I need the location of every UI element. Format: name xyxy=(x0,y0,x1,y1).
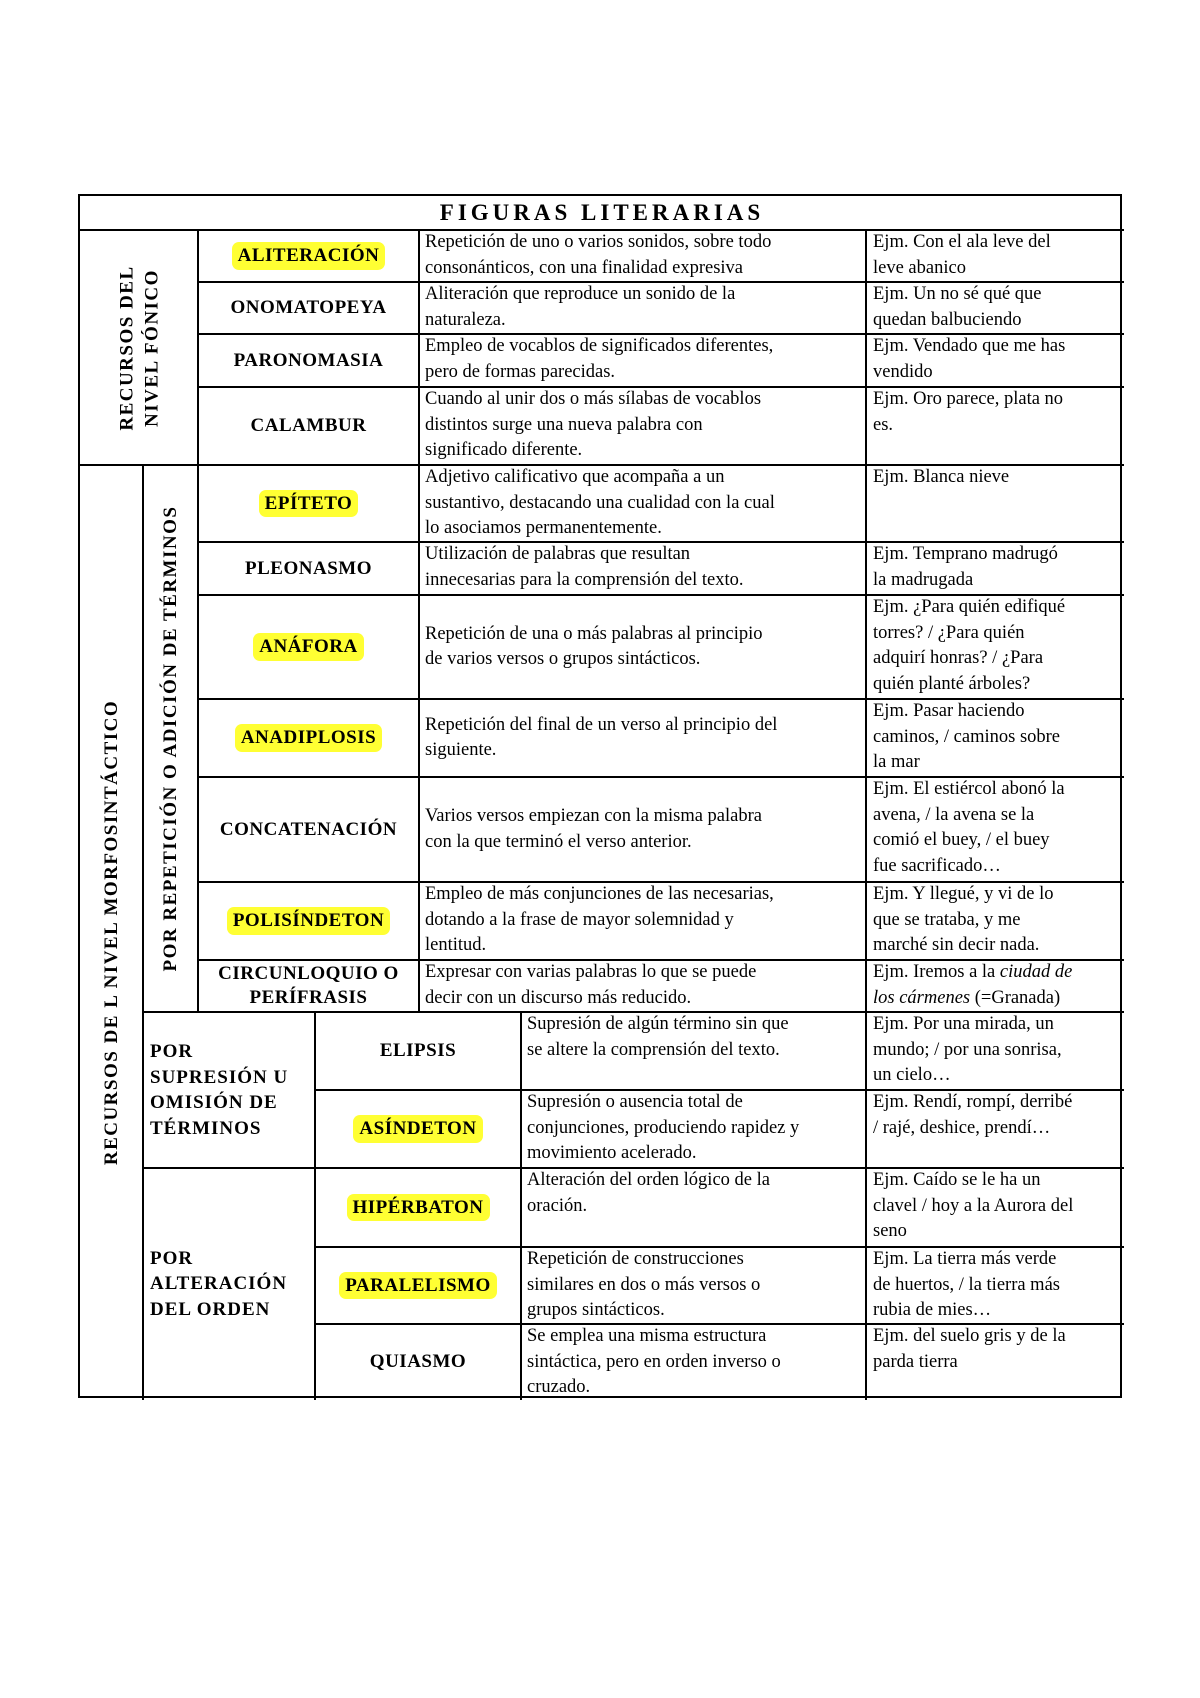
section-alteracion-text xyxy=(150,1246,287,1323)
example-line: clavel / hoy a la Aurora del xyxy=(873,1195,1074,1216)
figure-example xyxy=(866,465,1124,542)
example-line: Ejm. Caído se le ha un xyxy=(873,1170,1041,1190)
section-alteracion-line: ALTERACIÓN xyxy=(150,1273,288,1295)
figure-definition xyxy=(419,334,866,387)
figure-term xyxy=(198,282,419,334)
figure-example xyxy=(866,542,1124,595)
figure-term xyxy=(198,465,419,542)
example-italic-text: ciudad de xyxy=(999,962,1073,982)
figure-term-label: ALITERACIÓN xyxy=(232,242,386,270)
definition-line: Varios versos empiezan con la misma palabra xyxy=(425,806,762,826)
definition-line: naturaleza. xyxy=(425,309,506,330)
example-line: comió el buey, / el buey xyxy=(873,830,1050,850)
example-line: seno xyxy=(873,1221,907,1241)
figure-example xyxy=(866,387,1124,465)
figure-definition xyxy=(419,465,866,542)
definition-line: siguiente. xyxy=(425,740,497,760)
section-alteracion-line: DEL ORDEN xyxy=(150,1298,271,1320)
definition-line: Alteración del orden lógico de la xyxy=(527,1170,770,1190)
figure-term-label: CIRCUNLOQUIO O PERÍFRASIS xyxy=(218,963,399,1008)
example-line: Ejm. Rendí, rompí, derribé xyxy=(873,1092,1073,1112)
example-italic-text: los cármenes xyxy=(873,987,971,1008)
example-line: / rajé, deshice, prendí… xyxy=(873,1117,1051,1138)
figure-definition xyxy=(521,1247,866,1324)
column-divider xyxy=(520,1012,522,1400)
example-line: Ejm. El estiércol abonó la xyxy=(873,779,1065,799)
example-line: Ejm. Pasar haciendo xyxy=(873,701,1025,721)
figure-definition-text xyxy=(425,230,860,281)
figure-definition-text xyxy=(425,622,763,673)
figure-definition-text xyxy=(425,334,860,385)
definition-line: dotando a la frase de mayor solemnidad y xyxy=(425,909,734,930)
definition-line: Se emplea una misma estructura xyxy=(527,1326,767,1346)
figure-term-label: ONOMATOPEYA xyxy=(230,297,387,319)
definition-line: sustantivo, destacando una cualidad con la cual xyxy=(425,492,775,513)
figure-example xyxy=(866,1168,1124,1247)
definition-line: de varios versos o grupos sintácticos. xyxy=(425,649,701,669)
page-title: FIGURAS LITERARIAS xyxy=(439,200,765,225)
section-label-alteracion xyxy=(143,1168,315,1400)
figure-definition xyxy=(419,387,866,465)
figure-definition-text xyxy=(425,282,860,333)
example-line: caminos, / caminos sobre xyxy=(873,726,1061,747)
figure-example xyxy=(866,334,1124,387)
definition-line: decir con un discurso más reducido. xyxy=(425,987,692,1008)
figure-term xyxy=(198,334,419,387)
figure-example xyxy=(866,960,1124,1012)
example-line: Ejm. Temprano madrugó xyxy=(873,544,1058,564)
figure-definition xyxy=(419,777,866,882)
definition-line: lo asociamos permanentemente. xyxy=(425,518,662,538)
definition-line: Empleo de vocablos de significados diferentes, xyxy=(425,336,774,356)
figure-term-label: POLISÍNDETON xyxy=(227,907,390,935)
figure-term xyxy=(315,1247,521,1324)
section-supresion-line: SUPRESIÓN U xyxy=(150,1066,289,1088)
figure-definition-text xyxy=(425,465,860,542)
definition-line: Supresión o ausencia total de xyxy=(527,1092,743,1112)
figure-definition xyxy=(419,699,866,777)
figure-term-label: QUIASMO xyxy=(369,1351,467,1373)
figure-term-label: ASÍNDETON xyxy=(353,1115,482,1143)
figure-term xyxy=(198,882,419,960)
section-supresion-text xyxy=(150,1039,288,1141)
figure-definition-text xyxy=(425,713,777,764)
definition-line: movimiento acelerado. xyxy=(527,1143,697,1163)
section-label-repeticion: POR REPETICIÓN O ADICIÓN DE TÉRMINOS xyxy=(160,505,181,972)
definition-line: Utilización de palabras que resultan xyxy=(425,544,691,564)
section-label-nivel-fonico xyxy=(80,230,198,465)
figure-example xyxy=(866,1012,1124,1090)
figure-term xyxy=(315,1012,521,1090)
example-line: Ejm. Con el ala leve del xyxy=(873,232,1051,252)
figure-term xyxy=(198,542,419,595)
definition-line: con la que terminó el verso anterior. xyxy=(425,831,692,852)
example-line: mundo; / por una sonrisa, xyxy=(873,1039,1062,1060)
definition-line: consonánticos, con una finalidad expresiva xyxy=(425,257,743,278)
example-line: Ejm. Oro parece, plata no xyxy=(873,389,1064,409)
example-line: torres? / ¿Para quién xyxy=(873,622,1025,643)
figure-term xyxy=(198,230,419,282)
figure-definition xyxy=(419,960,866,1012)
example-line: la mar xyxy=(873,752,920,772)
figure-definition xyxy=(521,1168,866,1247)
example-text: (=Granada) xyxy=(970,987,1061,1008)
section-fonico-line: NIVEL FÓNICO xyxy=(141,268,162,427)
figure-definition xyxy=(521,1090,866,1168)
figure-term-label: ANADIPLOSIS xyxy=(235,724,382,752)
figure-definition-text xyxy=(527,1168,860,1219)
literary-figures-table xyxy=(78,194,1122,1398)
example-line: parda tierra xyxy=(873,1351,958,1372)
example-line: quién planté árboles? xyxy=(873,673,1031,694)
section-label-supresion xyxy=(143,1012,315,1168)
definition-line: Repetición de uno o varios sonidos, sobre todo xyxy=(425,232,772,252)
definition-line: Repetición de una o más palabras al principio xyxy=(425,623,763,644)
figure-term-label: CONCATENACIÓN xyxy=(219,818,398,840)
figure-definition-text xyxy=(425,804,762,855)
figure-example xyxy=(866,595,1124,699)
figure-term-label: CALAMBUR xyxy=(250,415,367,437)
definition-line: Cuando al unir dos o más sílabas de vocablos xyxy=(425,389,762,409)
definition-line: Repetición de construcciones xyxy=(527,1249,744,1269)
column-divider xyxy=(865,230,867,1400)
definition-line: grupos sintácticos. xyxy=(527,1300,665,1320)
example-line: la madrugada xyxy=(873,569,974,590)
figure-term-label: ANÁFORA xyxy=(253,633,364,661)
section-supresion-line: TÉRMINOS xyxy=(150,1117,262,1139)
definition-line: Supresión de algún término sin que xyxy=(527,1014,789,1034)
figure-definition-text xyxy=(425,542,860,593)
figure-example xyxy=(866,1247,1124,1324)
example-line: Ejm. Por una mirada, un xyxy=(873,1014,1054,1034)
definition-line: se altere la comprensión del texto. xyxy=(527,1039,780,1060)
example-line: rubia de mies… xyxy=(873,1300,992,1320)
definition-line: Empleo de más conjunciones de las necesarias, xyxy=(425,884,774,904)
figure-definition-text xyxy=(527,1324,860,1400)
definition-line: Repetición del final de un verso al principio del xyxy=(425,714,778,735)
example-line: Ejm. ¿Para quién edifiqué xyxy=(873,597,1066,617)
figure-definition xyxy=(521,1324,866,1400)
example-line: Ejm. La tierra más verde xyxy=(873,1249,1057,1269)
example-line: adquirí honras? / ¿Para xyxy=(873,648,1044,668)
definition-line: distintos surge una nueva palabra con xyxy=(425,414,703,435)
figure-definition xyxy=(419,882,866,960)
figure-example xyxy=(866,230,1124,282)
figure-definition xyxy=(419,542,866,595)
figure-term xyxy=(198,699,419,777)
figure-example xyxy=(866,1090,1124,1168)
example-line: que se trataba, y me xyxy=(873,909,1021,930)
example-line: Ejm. Blanca nieve xyxy=(873,467,1010,487)
example-line: quedan balbuciendo xyxy=(873,309,1022,330)
figure-term xyxy=(315,1324,521,1400)
section-supresion-line: OMISIÓN DE xyxy=(150,1092,278,1113)
example-line: es. xyxy=(873,414,894,435)
example-line: marché sin decir nada. xyxy=(873,935,1040,955)
figure-definition xyxy=(521,1012,866,1090)
figure-example xyxy=(866,699,1124,777)
section-label-morfosintactico: RECURSOS DE L NIVEL MORFOSINTÁCTICO xyxy=(101,699,122,1166)
example-line: de huertos, / la tierra más xyxy=(873,1274,1060,1295)
figure-definition-text xyxy=(425,387,860,464)
section-alteracion-line: POR xyxy=(150,1247,194,1269)
figure-term xyxy=(198,777,419,882)
example-text: Ejm. Iremos a la xyxy=(873,962,1000,982)
figure-example xyxy=(866,1324,1124,1400)
figure-term-label: HIPÉRBATON xyxy=(347,1194,490,1222)
definition-line: oración. xyxy=(527,1195,588,1216)
example-line: avena, / la avena se la xyxy=(873,804,1035,825)
figure-term-label: PARALELISMO xyxy=(339,1272,497,1300)
definition-line: Adjetivo calificativo que acompaña a un xyxy=(425,467,725,487)
section-supresion-line: POR xyxy=(150,1041,194,1062)
definition-line: Aliteración que reproduce un sonido de la xyxy=(425,284,736,304)
figure-term-label: ELIPSIS xyxy=(379,1040,457,1062)
example-line: fue sacrificado… xyxy=(873,855,1001,876)
example-line: Ejm. Y llegué, y vi de lo xyxy=(873,884,1054,904)
figure-term xyxy=(198,595,419,699)
definition-line: innecesarias para la comprensión del texto. xyxy=(425,569,744,590)
figure-definition xyxy=(419,595,866,699)
figure-definition xyxy=(419,282,866,334)
figure-example xyxy=(866,282,1124,334)
definition-line: conjunciones, produciendo rapidez y xyxy=(527,1117,800,1138)
column-divider xyxy=(418,230,420,1012)
figure-definition-text xyxy=(527,1012,860,1063)
figure-definition-text xyxy=(425,960,860,1011)
definition-line: lentitud. xyxy=(425,935,487,955)
definition-line: significado diferente. xyxy=(425,440,583,460)
section-fonico-line: RECURSOS DEL xyxy=(116,264,137,431)
definition-line: similares en dos o más versos o xyxy=(527,1274,761,1295)
figure-term xyxy=(198,960,419,1012)
figure-term-label: EPÍTETO xyxy=(259,490,359,518)
figure-definition-text xyxy=(527,1090,860,1167)
figure-definition-text xyxy=(527,1247,860,1324)
definition-line: pero de formas parecidas. xyxy=(425,361,616,382)
example-line: Ejm. del suelo gris y de la xyxy=(873,1326,1066,1346)
example-line xyxy=(873,960,1118,986)
definition-line: cruzado. xyxy=(527,1377,591,1397)
definition-line: sintáctica, pero en orden inverso o xyxy=(527,1351,781,1372)
figure-term-label: PARONOMASIA xyxy=(233,349,384,371)
figure-term xyxy=(315,1168,521,1247)
example-line: un cielo… xyxy=(873,1065,951,1085)
figure-example xyxy=(866,777,1124,882)
example-line: Ejm. Vendado que me has xyxy=(873,336,1066,356)
figure-definition-text xyxy=(425,882,860,959)
figure-term-label: PLEONASMO xyxy=(245,557,372,579)
figure-term xyxy=(315,1090,521,1168)
figure-term xyxy=(198,387,419,465)
definition-line: Expresar con varias palabras lo que se puede xyxy=(425,962,757,982)
figure-definition xyxy=(419,230,866,282)
example-line: leve abanico xyxy=(873,257,966,278)
example-line: vendido xyxy=(873,361,933,382)
example-line: Ejm. Un no sé qué que xyxy=(873,284,1042,304)
example-line xyxy=(873,986,1118,1012)
figure-example xyxy=(866,882,1124,960)
